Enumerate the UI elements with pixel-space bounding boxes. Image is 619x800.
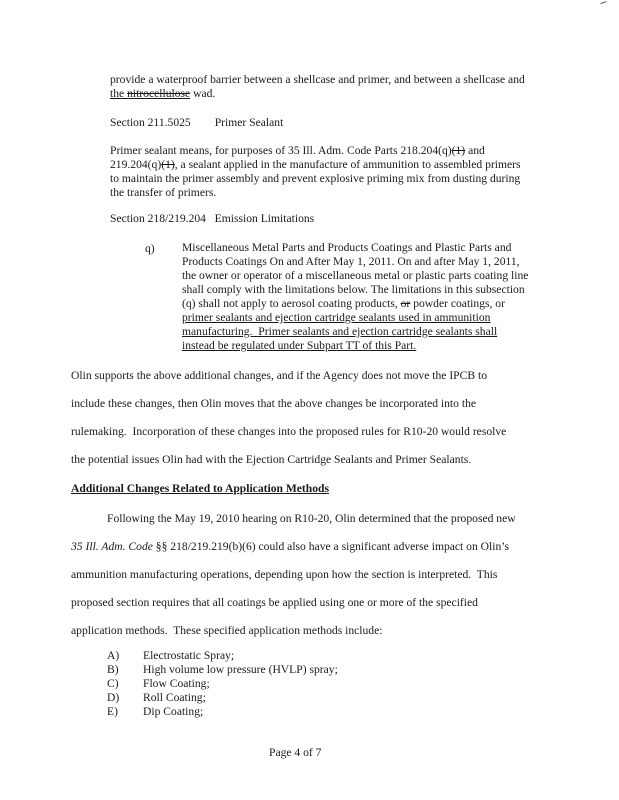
method-text: High volume low pressure (HVLP) spray; [143,663,338,676]
s211-l2-strike: (1) [161,158,175,171]
paragraph2-line2 [71,541,509,554]
section-218-item-line2: Products Coatings On and After May 1, 2011. On and after May 1, 2011, [182,255,520,268]
section-211-title: Primer Sealant [214,116,284,129]
method-text: Dip Coating; [143,705,204,718]
section-218-item-line7: manufacturing. Primer sealants and ejection cartridge sealants shall [182,325,498,338]
s211-l2-a: 219.204(q) [110,158,162,171]
s211-l1-b: and [465,144,485,157]
section-211-body-line1 [110,145,485,158]
paragraph2-line4: proposed section requires that all coatings be applied using one or more of the specified [71,596,478,609]
paragraph2-line5: application methods. These specified application methods include: [71,624,383,637]
top-block-line1: provide a waterproof barrier between a shellcase and primer, and between a shellcase and [110,73,525,86]
top-block-line2 [110,88,215,101]
s218-l5-a: (q) shall not apply to aerosol coating products, [182,297,401,310]
section-218-item-line1: Miscellaneous Metal Parts and Products Coatings and Plastic Parts and [182,241,512,254]
p2-l2-italic: 35 Ill. Adm. Code [71,540,153,553]
s211-l1-a: Primer sealant means, for purposes of 35 Ill. Adm. Code Parts 218.204(q) [110,144,452,157]
method-text: Electrostatic Spray; [143,649,235,662]
method-label: C) [107,677,119,690]
top-line2-suffix: wad. [190,87,216,100]
paragraph2-line1: Following the May 19, 2010 hearing on R10-20, Olin determined that the proposed new [107,512,516,525]
paragraph1-line4: the potential issues Olin had with the Ejection Cartridge Sealants and Primer Sealants. [71,453,472,466]
paragraph2-line3: ammunition manufacturing operations, depending upon how the section is interpreted. This [71,568,498,581]
s211-l2-b: , a sealant applied in the manufacture of ammunition to assembled primers [174,158,521,171]
p2-l2-rest: §§ 218/219.219(b)(6) could also have a significant adverse impact on Olin’s [152,540,510,553]
section-211-heading [110,117,283,130]
section-218-item-line4: shall comply with the limitations below. The limitations in this subsection [182,283,525,296]
method-label: A) [107,649,120,662]
section-218-item-label: q) [145,242,155,255]
s211-l1-strike: (1) [451,144,466,157]
top-line2-underlined [110,87,190,100]
corner-mark [600,1,607,7]
additional-changes-heading: Additional Changes Related to Application Methods [71,482,329,495]
section-218-heading: Section 218/219.204 Emission Limitations [110,212,315,225]
method-text: Flow Coating; [143,677,210,690]
section-218-item-line5 [182,298,505,311]
method-label: E) [107,705,118,718]
section-211-body-line2 [110,159,521,172]
top-line2-struck: nitrocellulose [127,87,191,100]
section-211-body-line4: the transfer of primers. [110,186,217,199]
section-211-number: Section 211.5025 [110,116,191,129]
top-line2-prefix: the [110,87,128,100]
s218-l5-b: powder coatings, or [410,297,505,310]
method-label: D) [107,691,120,704]
method-text: Roll Coating; [143,691,206,704]
paragraph1-line2: include these changes, then Olin moves that the above changes be incorporated into the [71,397,477,410]
section-218-item-line6: primer sealants and ejection cartridge sealants used in ammunition [182,311,491,324]
section-218-item-line3: the owner or operator of a miscellaneous metal or plastic parts coating line [182,269,529,282]
method-label: B) [107,663,119,676]
page-number-footer: Page 4 of 7 [269,746,322,759]
section-211-body-line3: to maintain the primer assembly and prevent explosive priming mix from dusting during [110,172,521,185]
paragraph1-line1: Olin supports the above additional changes, and if the Agency does not move the IPCB to [71,369,488,382]
section-218-item-line8: instead be regulated under Subpart TT of this Part. [182,339,417,352]
s218-l5-strike: or [400,297,411,310]
paragraph1-line3: rulemaking. Incorporation of these changes into the proposed rules for R10-20 would resolve [71,425,507,438]
